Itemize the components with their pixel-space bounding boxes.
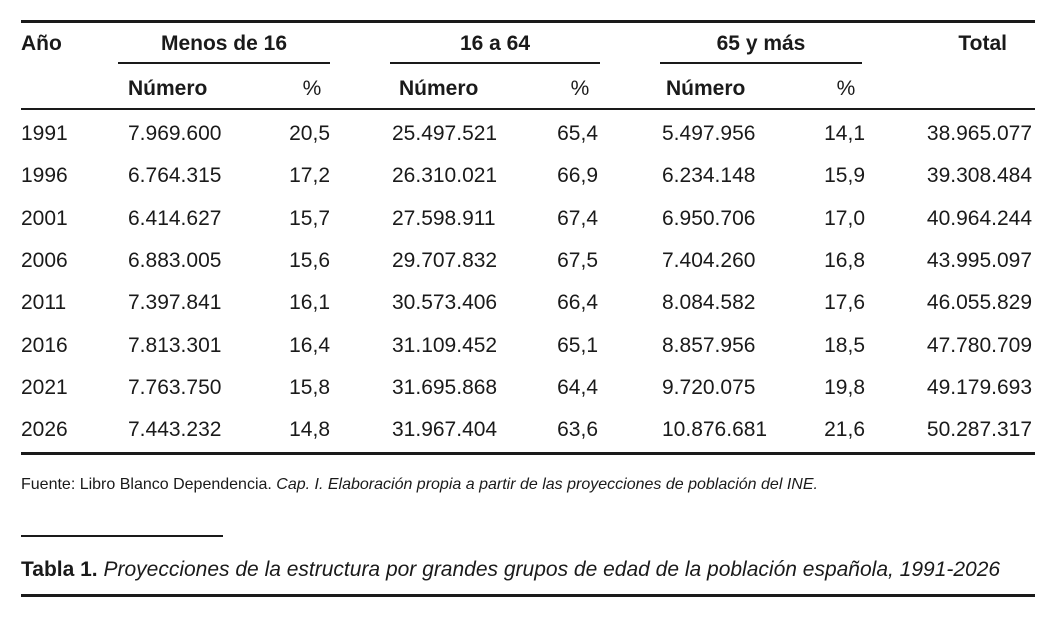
cell-16-64-percent: 67,5 — [557, 248, 598, 272]
group-header-16-64: 16 a 64 — [459, 32, 531, 55]
cell-16-64-number: 25.497.521 — [392, 122, 498, 145]
cell-year: 1996 — [21, 164, 68, 188]
cell-65plus-percent: 15,9 — [824, 164, 865, 188]
cell-under16-number: 6.414.627 — [128, 206, 222, 230]
group-rule-under16 — [118, 62, 330, 64]
cell-total: 49.179.693 — [926, 375, 1032, 399]
cell-16-64-percent: 67,4 — [557, 206, 598, 230]
cell-65plus-percent: 21,6 — [824, 418, 865, 442]
cell-year: 1991 — [21, 122, 68, 145]
caption-short-rule — [21, 535, 223, 537]
cell-65plus-percent: 16,8 — [824, 248, 865, 272]
cell-under16-percent: 17,2 — [289, 164, 330, 188]
cell-under16-percent: 15,8 — [289, 375, 330, 399]
cell-year: 2001 — [21, 206, 68, 230]
cell-65plus-percent: 19,8 — [824, 375, 865, 399]
number-header-16-64: Número — [399, 77, 479, 100]
cell-year: 2016 — [21, 333, 68, 357]
cell-65plus-number: 8.084.582 — [662, 291, 756, 315]
cell-65plus-number: 8.857.956 — [662, 333, 756, 357]
cell-under16-percent: 16,1 — [289, 291, 330, 315]
cell-16-64-number: 26.310.021 — [392, 164, 498, 188]
cell-16-64-number: 31.967.404 — [392, 418, 498, 442]
cell-year: 2011 — [21, 291, 67, 315]
cell-65plus-number: 10.876.681 — [662, 418, 768, 442]
number-header-65plus: Número — [666, 77, 746, 100]
cell-under16-number: 6.764.315 — [128, 164, 222, 188]
cell-16-64-percent: 66,9 — [557, 164, 598, 188]
cell-total: 38.965.077 — [926, 122, 1032, 145]
cell-under16-number: 7.443.232 — [128, 418, 222, 442]
year-header: Año — [21, 32, 62, 55]
cell-16-64-number: 29.707.832 — [392, 248, 498, 272]
cell-65plus-number: 9.720.075 — [662, 375, 756, 399]
header-bottom-rule — [21, 108, 1035, 110]
cell-under16-number: 7.763.750 — [128, 375, 222, 399]
cell-under16-number: 7.969.600 — [128, 122, 222, 145]
cell-65plus-number: 6.950.706 — [662, 206, 756, 230]
cell-year: 2006 — [21, 248, 68, 272]
cell-under16-percent: 15,7 — [289, 206, 330, 230]
cell-under16-number: 7.813.301 — [128, 333, 222, 357]
top-rule — [21, 20, 1035, 23]
cell-under16-number: 7.397.841 — [128, 291, 222, 315]
cell-total: 50.287.317 — [926, 418, 1032, 442]
cell-16-64-percent: 63,6 — [557, 418, 598, 442]
total-header: Total — [958, 32, 1007, 55]
cell-year: 2026 — [21, 418, 68, 442]
table-bottom-rule — [21, 452, 1035, 455]
cell-65plus-number: 5.497.956 — [662, 122, 756, 145]
cell-total: 46.055.829 — [926, 291, 1032, 315]
group-header-65plus: 65 y más — [716, 32, 806, 55]
cell-under16-percent: 16,4 — [289, 333, 330, 357]
group-header-under16: Menos de 16 — [160, 32, 288, 55]
cell-total: 40.964.244 — [926, 206, 1032, 230]
cell-16-64-number: 27.598.911 — [392, 206, 496, 230]
cell-16-64-number: 31.109.452 — [392, 333, 498, 357]
cell-total: 39.308.484 — [926, 164, 1032, 188]
cell-under16-percent: 20,5 — [289, 122, 330, 145]
percent-header-16-64: % — [570, 77, 590, 100]
caption-label: Tabla 1. — [21, 558, 98, 581]
cell-16-64-number: 31.695.868 — [392, 375, 498, 399]
cell-65plus-number: 7.404.260 — [662, 248, 756, 272]
caption-bottom-rule — [21, 594, 1035, 597]
source-prefix: Fuente: Libro Blanco Dependencia. — [21, 476, 277, 493]
cell-total: 43.995.097 — [926, 248, 1032, 272]
caption-text: Proyecciones de la estructura por grandes grupos de edad de la población española, 1991-2026 — [97, 558, 1001, 581]
cell-65plus-percent: 17,6 — [824, 291, 865, 315]
source-note — [21, 476, 818, 494]
cell-under16-number: 6.883.005 — [128, 248, 222, 272]
cell-65plus-number: 6.234.148 — [662, 164, 756, 188]
group-rule-65plus — [660, 62, 862, 64]
cell-total: 47.780.709 — [926, 333, 1032, 357]
cell-under16-percent: 14,8 — [289, 418, 330, 442]
percent-header-65plus: % — [836, 77, 856, 100]
table-caption — [21, 558, 1000, 582]
cell-65plus-percent: 17,0 — [824, 206, 865, 230]
cell-16-64-percent: 65,4 — [557, 122, 598, 145]
cell-16-64-number: 30.573.406 — [392, 291, 498, 315]
cell-16-64-percent: 64,4 — [557, 375, 598, 399]
cell-year: 2021 — [21, 375, 68, 399]
cell-65plus-percent: 18,5 — [824, 333, 865, 357]
percent-header-under16: % — [302, 77, 322, 100]
number-header-under16: Número — [128, 77, 208, 100]
group-rule-16-64 — [390, 62, 600, 64]
cell-under16-percent: 15,6 — [289, 248, 330, 272]
cell-16-64-percent: 66,4 — [557, 291, 598, 315]
cell-65plus-percent: 14,1 — [824, 122, 865, 145]
cell-16-64-percent: 65,1 — [557, 333, 598, 357]
source-italic: Cap. I. Elaboración propia a partir de las proyecciones de población del INE. — [276, 476, 818, 493]
